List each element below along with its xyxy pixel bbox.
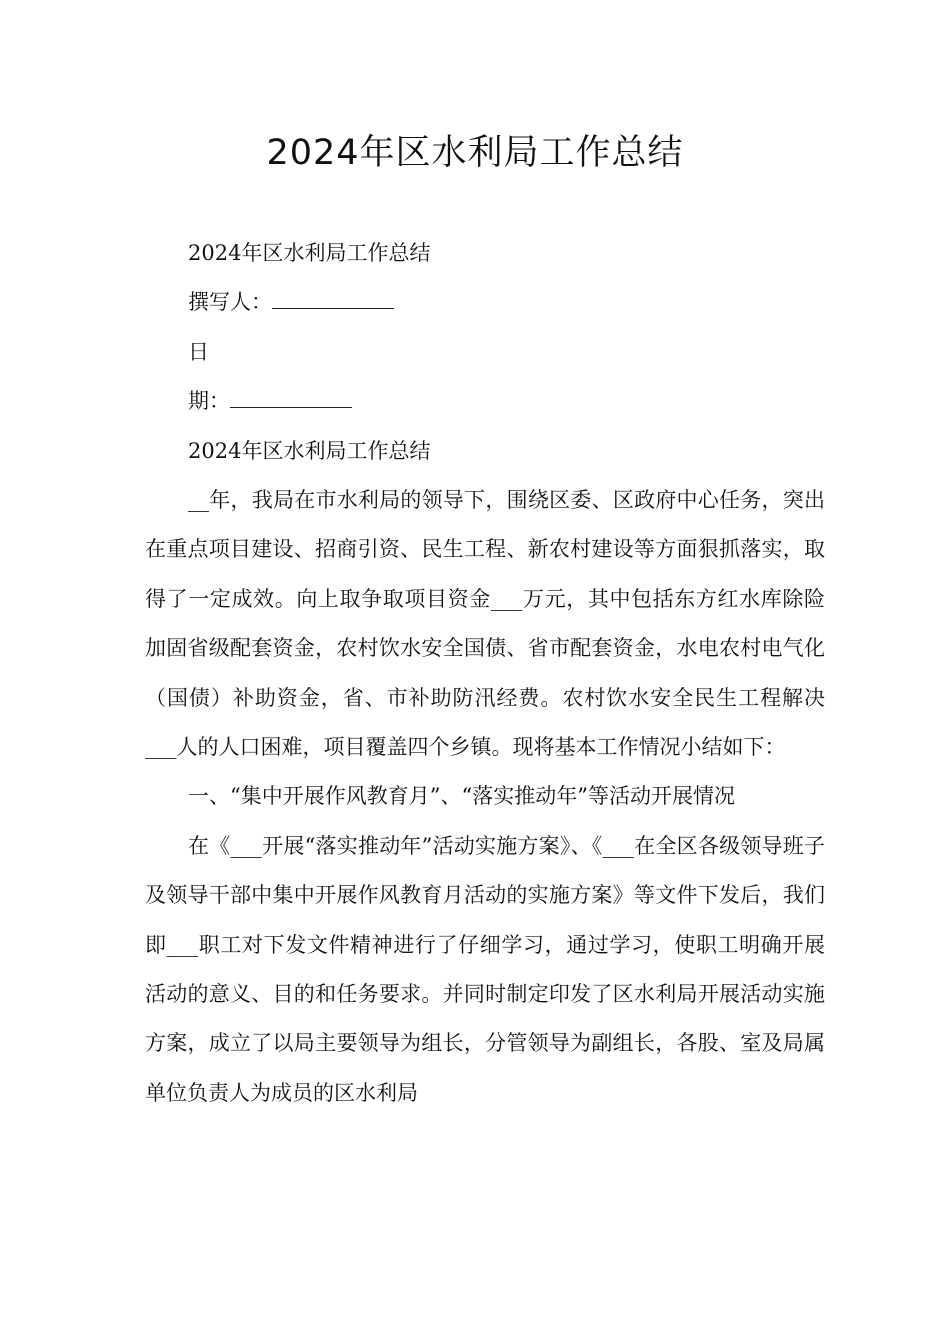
author-line	[145, 278, 825, 327]
paragraph-section1: 在《___开展“落实推动年”活动实施方案》、《___在全区各级领导班子及领导干部中集中开展作风教育月活动的实施方案》等文件下发后，我们即___职工对下发文件精神进行了仔细学习，通过学习，使职工明确开展活动的意义、目的和任务要求。并同时制定印发了区水利局开展活动实施方案，成立了以局主要领导为组长，分管领导为副组长，各股、室及局属单位负责人为成员的区水利局	[145, 833, 825, 1105]
author-label: 撰写人：	[188, 290, 272, 315]
date-label-line1: 日	[188, 339, 209, 364]
author-blank	[272, 282, 394, 309]
date-line	[145, 377, 825, 426]
subtitle: 2024年区水利局工作总结	[188, 438, 431, 463]
date-label: 期：	[188, 389, 230, 414]
header-title: 2024年区水利局工作总结	[188, 241, 431, 265]
document-body	[145, 229, 825, 1118]
paragraph-intro: __年，我局在市水利局的领导下，围绕区委、区政府中心任务，突出在重点项目建设、招商引资、民生工程、新农村建设等方面狠抓落实，取得了一定成效。向上取争取项目资金___万元，其中包括东方红水库除险加固省级配套资金，农村饮水安全国债、省市配套资金，水电农村电气化（国债）补助资金，省、市补助防汛经费。农村饮水安全民生工程解决___人的人口困难，项目覆盖四个乡镇。现将基本工作情况小结如下：	[145, 487, 825, 759]
section-heading-1: 一、“集中开展作风教育月”、“落实推动年”等活动开展情况	[188, 784, 735, 809]
date-blank	[230, 381, 352, 408]
document-title: 2024年区水利局工作总结	[266, 133, 684, 173]
